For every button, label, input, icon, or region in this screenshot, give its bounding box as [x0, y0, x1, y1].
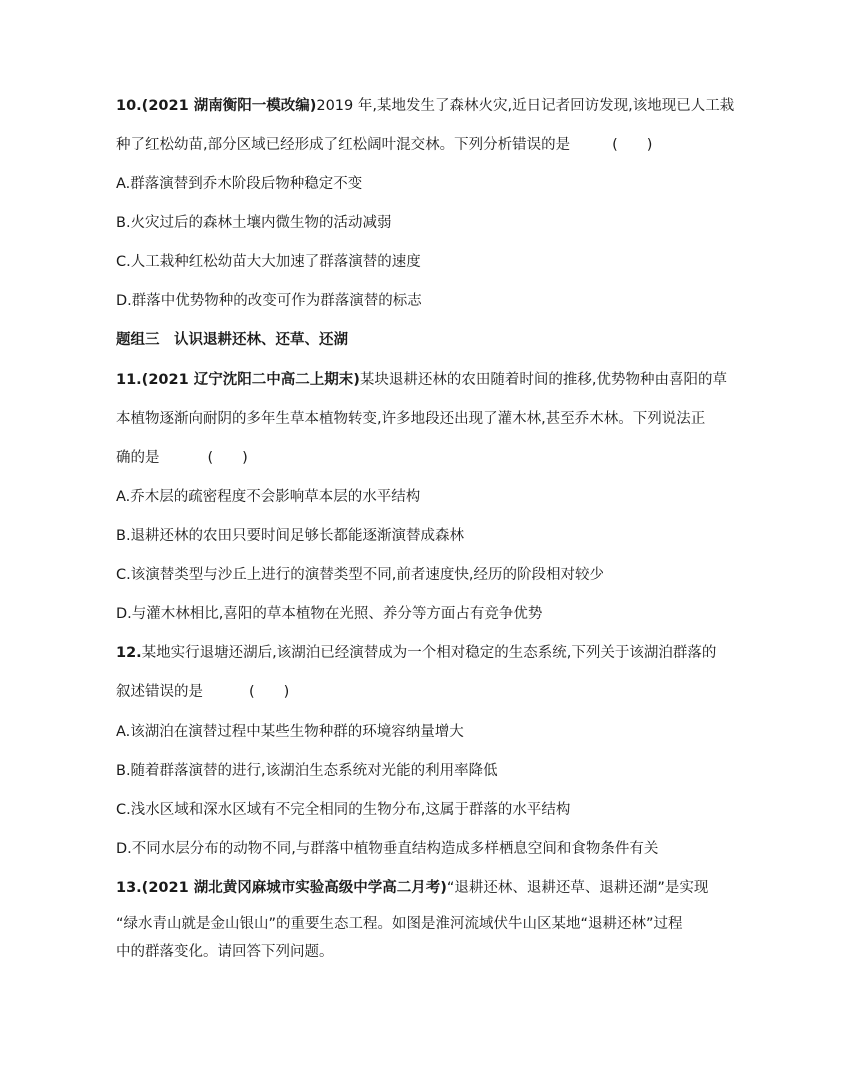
- q12-stem-1: 某地实行退塘还湖后,该湖泊已经演替成为一个相对稳定的生态系统,下列关于该湖泊群落的: [141, 645, 717, 661]
- q10-answer-paren: ( ): [612, 137, 653, 153]
- q12-number: 12.: [116, 645, 142, 661]
- q11-option-a: A.乔木层的疏密程度不会影响草本层的水平结构: [116, 489, 421, 505]
- q13-stem-3: 中的群落变化。请回答下列问题。: [116, 944, 334, 960]
- q13-stem-1: “退耕还林、退耕还草、退耕还湖”是实现: [446, 880, 709, 896]
- q11-line-1: [116, 370, 727, 390]
- q11-stem-3: 确的是: [116, 450, 160, 466]
- q12-option-b: B.随着群落演替的进行,该湖泊生态系统对光能的利用率降低: [116, 763, 498, 779]
- q13-number-source: 13.(2021 湖北黄冈麻城市实验高级中学高二月考): [116, 880, 447, 896]
- q12-answer-paren: ( ): [249, 684, 290, 700]
- q11-answer-paren: ( ): [207, 450, 248, 466]
- q11-stem-1: 某块退耕还林的农田随着时间的推移,优势物种由喜阳的草: [359, 372, 727, 388]
- q12-option-c: C.浅水区域和深水区域有不完全相同的生物分布,这属于群落的水平结构: [116, 802, 571, 818]
- q10-stem-1: 2019 年,某地发生了森林火灾,近日记者回访发现,该地现已人工栽: [316, 98, 735, 114]
- q11-option-b: B.退耕还林的农田只要时间足够长都能逐渐演替成森林: [116, 528, 465, 544]
- q12-stem-2: 叙述错误的是: [116, 684, 203, 700]
- q10-option-c: C.人工栽种红松幼苗大大加速了群落演替的速度: [116, 254, 421, 270]
- q13-line-1: [116, 878, 708, 898]
- q11-option-c: C.该演替类型与沙丘上进行的演替类型不同,前者速度快,经历的阶段相对较少: [116, 567, 604, 583]
- q12-option-d: D.不同水层分布的动物不同,与群落中植物垂直结构造成多样栖息空间和食物条件有关: [116, 841, 659, 857]
- q10-line-1: [116, 96, 734, 116]
- q12-line-1: [116, 643, 716, 663]
- q11-option-d: D.与灌木林相比,喜阳的草本植物在光照、养分等方面占有竞争优势: [116, 606, 543, 622]
- q11-line-3: [116, 448, 248, 468]
- q10-option-d: D.群落中优势物种的改变可作为群落演替的标志: [116, 293, 422, 309]
- q11-stem-2: 本植物逐渐向耐阴的多年生草本植物转变,许多地段还出现了灌木林,甚至乔木林。下列说法正: [116, 411, 706, 427]
- q10-stem-2: 种了红松幼苗,部分区域已经形成了红松阔叶混交林。下列分析错误的是: [116, 137, 571, 153]
- q12-option-a: A.该湖泊在演替过程中某些生物种群的环境容纳量增大: [116, 724, 464, 740]
- q10-option-b: B.火灾过后的森林土壤内微生物的活动减弱: [116, 215, 392, 231]
- q10-line-2: [116, 135, 652, 155]
- q13-stem-2: “绿水青山就是金山银山”的重要生态工程。如图是淮河流域伏牛山区某地“退耕还林”过程: [116, 916, 683, 932]
- q10-number-source: 10.(2021 湖南衡阳一模改编): [116, 98, 317, 114]
- q12-line-2: [116, 682, 289, 702]
- q10-option-a: A.群落演替到乔木阶段后物种稳定不变: [116, 176, 363, 192]
- group-heading: 题组三 认识退耕还林、还草、还湖: [116, 332, 348, 348]
- q11-number-source: 11.(2021 辽宁沈阳二中高二上期末): [116, 372, 360, 388]
